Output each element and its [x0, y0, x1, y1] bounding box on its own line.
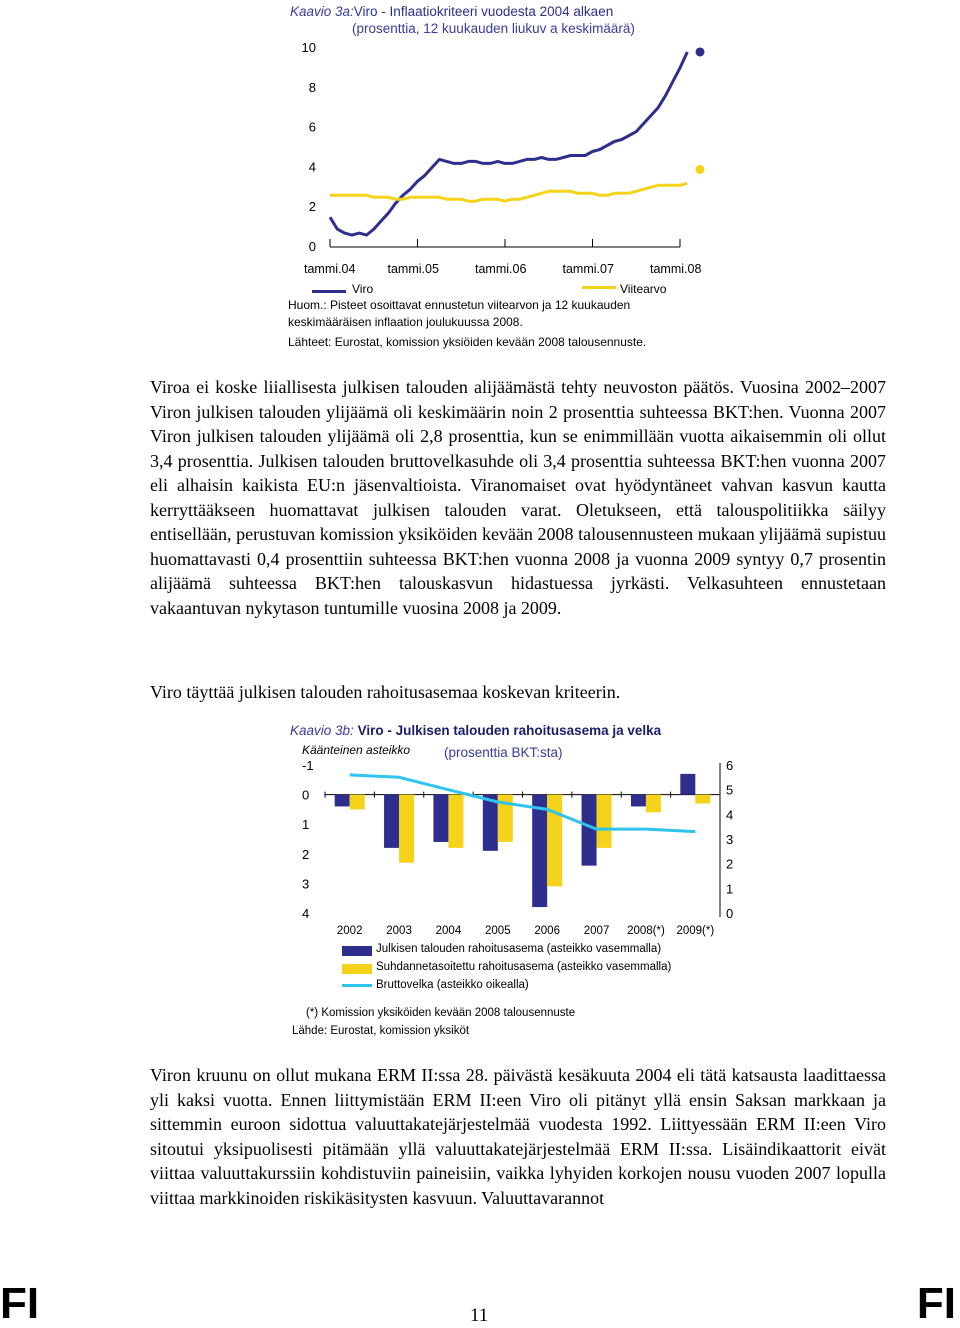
legend-viitearvo-label: Viitearvo [620, 282, 667, 296]
right-y-tick-label: 3 [726, 832, 734, 847]
figure-3b-subtitle: (prosenttia BKT:sta) [444, 745, 563, 760]
y-tick-label: 4 [308, 159, 316, 175]
figure-3b-note: (*) Komission yksiköiden kevään 2008 talousennuste [306, 1007, 576, 1019]
left-y-tick-label: -1 [302, 758, 314, 773]
figure-3a-subtitle: (prosenttia, 12 kuukauden liukuv a keskimäärä) [352, 21, 635, 36]
figure-3a-chart [280, 38, 740, 338]
adjusted-balance-bar [646, 795, 661, 813]
category-label: 2009(*) [676, 925, 715, 937]
paragraph-erm: Viron kruunu on ollut mukana ERM II:ssa 28. päivästä kesäkuuta 2004 eli tätä katsausta laadittaessa yli kaksi vuotta. Ennen liittymistään ERM II:een Viro oli pitänyt yllä ensin Saksan markkaan ja sittemmin euroon sidottua valuuttakatejärjestelmää vuodesta 1992. Liittyessään ERM II:een Viro sitoutui yksipuolisesti pitämään yllä valuuttakatejärjestelmää ERM II:ssa. Lisäindikaattorit eivät viittaa valuuttakurssiin kohdistuviin paineisiin, vaikka lyhyiden korkojen nousu vuoden 2007 lopulla viittaa markkinoiden riskikäsitysten kasvuun. Valuuttavarannot [150, 1065, 886, 1208]
left-y-tick-label: 2 [302, 846, 310, 862]
adjusted-balance-bar [448, 795, 463, 848]
legend-viitearvo-swatch [582, 286, 616, 289]
balance-bar [483, 795, 498, 851]
page-number: 11 [470, 1305, 489, 1326]
x-tick-label: tammi.08 [650, 262, 702, 276]
balance-bar [582, 795, 597, 866]
legend-viro-label: Viro [352, 282, 374, 296]
adjusted-balance-bar [547, 795, 562, 887]
y-tick-label: 10 [301, 40, 316, 55]
figure-3b-chart [280, 755, 760, 945]
left-y-tick-label: 0 [302, 787, 310, 803]
category-label: 2005 [485, 925, 511, 937]
legend-item-viro [352, 282, 373, 296]
y-tick-label: 6 [308, 119, 316, 135]
right-y-tick-label: 5 [726, 782, 734, 798]
legend-debt-swatch [342, 984, 372, 987]
figure-3a-note-1: Huom.: Pisteet osoittavat ennustetun viitearvon ja 12 kuukauden [288, 298, 631, 312]
figure-3b-label: Kaavio 3b: [290, 723, 354, 738]
y-tick-label: 2 [308, 199, 316, 215]
right-y-tick-label: 1 [726, 881, 734, 897]
left-y-tick-label: 1 [302, 817, 310, 833]
figure-3b-source: Lähde: Eurostat, komission yksiköt [292, 1025, 470, 1037]
category-label: 2003 [386, 925, 412, 937]
legend-adjusted-swatch [342, 964, 372, 974]
projection-point-viro [696, 47, 705, 56]
balance-bar [433, 795, 448, 842]
right-y-tick-label: 2 [726, 856, 734, 872]
projection-point-viitearvo [696, 165, 705, 174]
legend-item-viitearvo [620, 282, 666, 296]
category-label: 2006 [534, 925, 560, 937]
x-tick-label: tammi.06 [475, 262, 527, 276]
figure-3b-axis-note: Käänteinen asteikko [302, 743, 411, 757]
legend-adjusted-label: Suhdannetasoitettu rahoitusasema (asteikko vasemmalla) [376, 961, 672, 973]
balance-bar [532, 795, 547, 907]
figure-3a-note-2: keskimääräisen inflaation joulukuussa 2008. [288, 315, 523, 329]
balance-bar [680, 774, 695, 795]
category-label: 2004 [435, 925, 462, 937]
figure-3b-title [290, 723, 661, 738]
right-y-tick-label: 0 [726, 906, 734, 921]
adjusted-balance-bar [350, 795, 365, 810]
figure-3a-label: Kaavio 3a: [290, 4, 354, 19]
category-label: 2008(*) [627, 925, 665, 937]
adjusted-balance-bar [399, 795, 414, 863]
left-y-tick-label: 3 [302, 876, 310, 892]
category-label: 2007 [583, 925, 610, 937]
paragraph-fiscal: Viroa ei koske liiallisesta julkisen talouden alijäämästä tehty neuvoston päätös. Vuosina 2002–2007 Viron julkisen talouden ylijäämä oli keskimäärin noin 2 prosenttia suhteessa BKT:hen. Vuonna 2007 Viron julkisen talouden ylijäämä oli 2,8 prosenttia, kun se enimmillään vuotta aikaisemmin oli ollut 3,4 prosenttia. Julkisen talouden bruttovelkasuhde oli 3,4 prosenttia suhteessa BKT:hen vuonna 2007 eli alhaisin kaikista EU:n jäsenvaltioista. Viranomaiset ovat hyödyntäneet vahvan kasvun kautta kerryttääkseen huomattavat julkisen talouden varat. Oletukseen, että talouspolitiikka säilyy entisellään, perustuvan komission yksiköiden kevään 2008 talousennusteen mukaan ylijäämä supistuu huomattavasti 0,4 prosenttiin suhteessa BKT:hen vuonna 2008 ja vuonna 2009 syntyy 0,7 prosentin alijäämä suhteessa BKT:hen talouskasvun hidastuessa jyrkästi. Velkasuhteen ennustetaan vakaantuvan nykytason tuntumille vuosina 2008 ja 2009. [150, 377, 886, 618]
paragraph-criterion: Viro täyttää julkisen talouden rahoitusasemaa koskevan kriteerin. [150, 682, 621, 702]
y-tick-label: 0 [308, 239, 316, 254]
category-label: 2002 [336, 925, 363, 937]
footer-language-left: FI [0, 1279, 40, 1328]
left-y-tick-label: 4 [302, 906, 310, 921]
x-tick-label: tammi.04 [304, 262, 356, 276]
figure-3b-heading: Viro - Julkisen talouden rahoitusasema ja velka [357, 723, 662, 738]
x-tick-label: tammi.07 [562, 262, 614, 276]
y-tick-label: 8 [308, 79, 316, 95]
figure-3a-title [290, 4, 613, 19]
legend-debt-label: Bruttovelka (asteikko oikealla) [376, 979, 529, 991]
legend-balance-label: Julkisen talouden rahoitusasema (asteikko vasemmalla) [376, 943, 662, 955]
balance-bar [335, 795, 350, 807]
series-line-viro [330, 52, 687, 235]
series-line-viitearvo [330, 183, 687, 201]
right-y-tick-label: 6 [726, 758, 734, 773]
balance-bar [631, 795, 646, 807]
adjusted-balance-bar [695, 795, 710, 804]
adjusted-balance-bar [597, 795, 612, 848]
figure-3a-source: Lähteet: Eurostat, komission yksiöiden kevään 2008 talousennuste. [288, 335, 647, 349]
balance-bar [384, 795, 399, 848]
x-tick-label: tammi.05 [387, 262, 439, 276]
figure-3a-heading: Viro - Inflaatiokriteeri vuodesta 2004 alkaen [353, 4, 614, 19]
legend-viro-swatch [312, 290, 346, 293]
right-y-tick-label: 4 [726, 807, 734, 823]
legend-balance-swatch [342, 946, 372, 956]
footer-language-right: FI [916, 1279, 956, 1328]
